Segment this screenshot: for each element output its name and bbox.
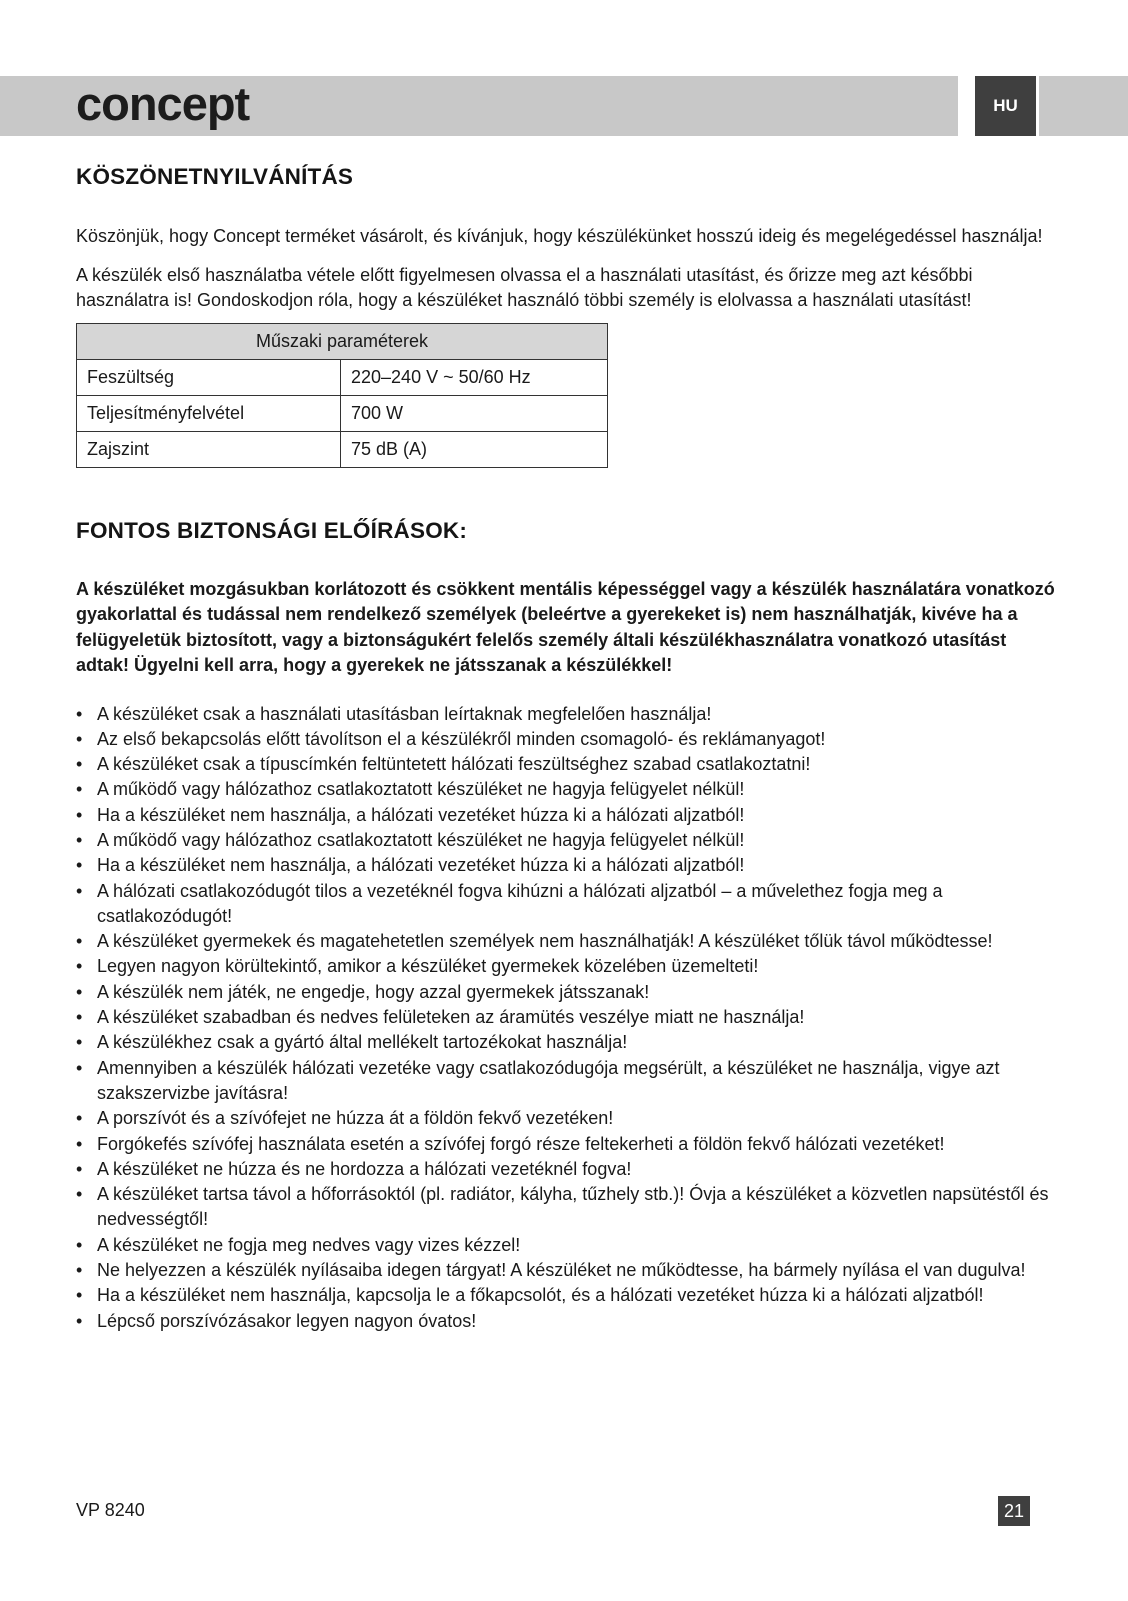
spec-table [76,323,608,468]
list-item: • A működő vagy hálózathoz csatlakoztatott készüléket ne hagyja felügyelet nélkül! [76,777,1056,802]
list-item: • A készüléket ne húzza és ne hordozza a hálózati vezetéknél fogva! [76,1157,1056,1182]
list-item: • A készüléket szabadban és nedves felületeken az áramütés veszélye miatt ne használja! [76,1005,1056,1030]
list-item: • A készüléket csak a típuscímkén feltüntetett hálózati feszültséghez szabad csatlakoztatni! [76,752,1056,777]
list-item: • A porszívót és a szívófejet ne húzza át a földön fekvő vezetéken! [76,1106,1056,1131]
safety-warning-paragraph: A készüléket mozgásukban korlátozott és csökkent mentális képességgel vagy a készülék használatára vonatkozó gyakorlattal és tudással nem rendelkező személyek (beleértve a gyerekeket is) nem használhatják, kivéve ha a felügyeletük biztosított, vagy a biztonságukért felelős személy általi készülékhasználatra vonatkozó utasítást adtak! Ügyelni kell arra, hogy a gyerekek ne játsszanak a készülékkel! [76,578,1055,675]
spec-row-power [77,395,608,431]
list-item: • Amennyiben a készülék hálózati vezetéke vagy csatlakozódugója megsérült, a készüléket ne használja, vigye azt szakszervizbe javításra! [76,1056,1056,1107]
spec-table-header: Műszaki paraméterek [77,323,608,359]
safety-title: FONTOS BIZTONSÁGI ELŐÍRÁSOK: [76,517,468,543]
list-item: • Lépcső porszívózásakor legyen nagyon óvatos! [76,1309,1056,1334]
list-item: • Legyen nagyon körültekintő, amikor a készüléket gyermekek közelében üzemelteti! [76,954,1056,979]
list-item: • A készülékhez csak a gyártó által mellékelt tartozékokat használja! [76,1030,1056,1055]
thanks-title: KÖSZÖNETNYILVÁNÍTÁS [76,164,354,189]
list-item: • A készüléket csak a használati utasításban leírtaknak megfelelően használja! [76,702,1056,727]
list-item: • Forgókefés szívófej használata esetén a szívófej forgó része feltekerheti a földön fekvő hálózati vezetéket! [76,1132,1056,1157]
spec-value: 220–240 V ~ 50/60 Hz [341,359,608,395]
list-item: • A készülék nem játék, ne engedje, hogy azzal gyermekek játsszanak! [76,980,1056,1005]
spec-row-noise [77,431,608,467]
thanks-paragraph: Köszönjük, hogy Concept terméket vásárolt, és kívánjuk, hogy készülékünket hosszú ideig és megelégedéssel használja! [76,226,1043,246]
page-number: 21 [998,1496,1030,1526]
safety-rules-list [76,702,1056,1334]
spec-value: 75 dB (A) [341,431,608,467]
list-item: • Ha a készüléket nem használja, a hálózati vezetéket húzza ki a hálózati aljzatból! [76,803,1056,828]
language-badge: HU [975,76,1036,136]
list-item: • A működő vagy hálózathoz csatlakoztatott készüléket ne hagyja felügyelet nélkül! [76,828,1056,853]
spec-label: Feszültség [77,359,341,395]
spec-row-voltage [77,359,608,395]
model-number: VP 8240 [76,1500,145,1520]
page-content [76,164,1056,1334]
list-item: • A készüléket gyermekek és magatehetetlen személyek nem használhatják! A készüléket tőlük távol működtesse! [76,929,1056,954]
list-item: • A készüléket tartsa távol a hőforrásoktól (pl. radiátor, kályha, tűzhely stb.)! Óvja a készüléket a közvetlen napsütéstől és nedvességtől! [76,1182,1056,1233]
list-item: • Az első bekapcsolás előtt távolítson el a készülékről minden csomagoló- és reklámanyagot! [76,727,1056,752]
concept-logo: concept [76,77,250,130]
list-item: • Ha a készüléket nem használja, kapcsolja le a főkapcsolót, és a hálózati vezetéket húzza ki a hálózati aljzatból! [76,1283,1056,1308]
list-item: • Ne helyezzen a készülék nyílásaiba idegen tárgyat! A készüléket ne működtesse, ha bármely nyílása el van dugulva! [76,1258,1056,1283]
spec-label: Zajszint [77,431,341,467]
spec-table-header-row [77,323,608,359]
spec-value: 700 W [341,395,608,431]
list-item: • A hálózati csatlakozódugót tilos a vezetéknél fogva kihúzni a hálózati aljzatból – a művelethez fogja meg a csatlakozódugót! [76,879,1056,930]
instructions-paragraph: A készülék első használatba vétele előtt figyelmesen olvassa el a használati utasítást, és őrizze meg azt későbbi használatra is! Gondoskodjon róla, hogy a készüléket használó többi személy is elolvassa a használati utasítást! [76,264,973,310]
list-item: • A készüléket ne fogja meg nedves vagy vizes kézzel! [76,1233,1056,1258]
list-item: • Ha a készüléket nem használja, a hálózati vezetéket húzza ki a hálózati aljzatból! [76,853,1056,878]
header-band-right [1039,76,1128,136]
spec-label: Teljesítményfelvétel [77,395,341,431]
